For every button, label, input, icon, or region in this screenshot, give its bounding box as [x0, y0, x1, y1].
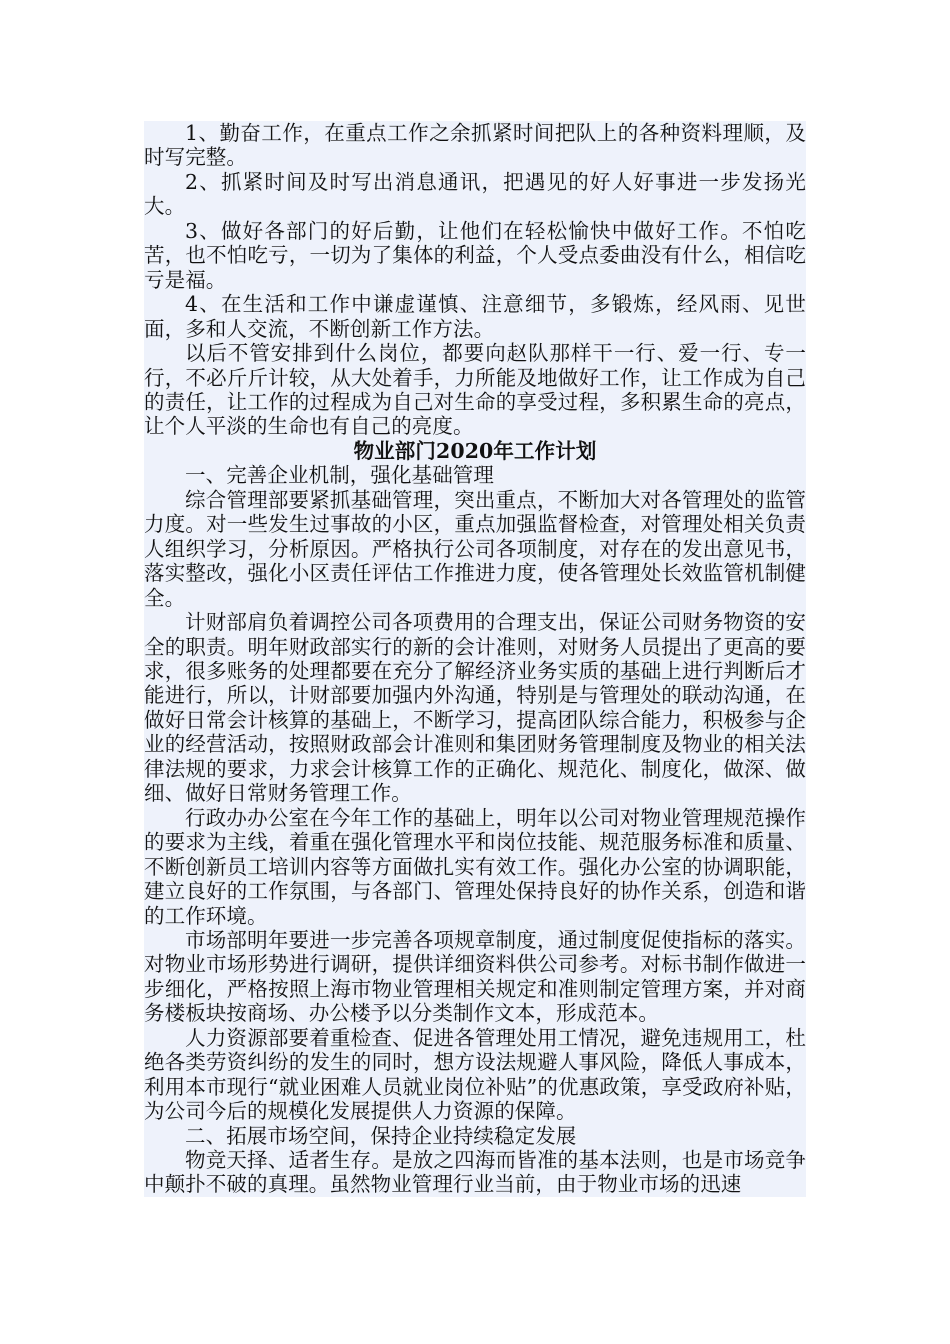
section1-paragraph-market: 市场部明年要进一步完善各项规章制度，通过制度促使指标的落实。对物业市场形势进行调研，提供详细资料供公司参考。对标书制作做进一步细化，严格按照上海市物业管理相关规定和准则制定管理方案，并对商务楼板块按商场、办公楼予以分类制作文本，形成范本。 [144, 927, 806, 1026]
section2-paragraph: 物竞天择、适者生存。是放之四海而皆准的基本法则，也是市场竞争中颠扑不破的真理。虽然物业管理行业当前，由于物业市场的迅速 [144, 1148, 806, 1197]
section1-paragraph-finance: 计财部肩负着调控公司各项费用的合理支出，保证公司财务物资的安全的职责。明年财政部实行的新的会计准则，对财务人员提出了更高的要求，很多账务的处理都要在充分了解经济业务实质的基础上进行判断后才能进行，所以，计财部要加强内外沟通，特别是与管理处的联动沟通，在做好日常会计核算的基础上，不断学习，提高团队综合能力，积极参与企业的经营活动，按照财政部会计准则和集团财务管理制度及物业的相关法律法规的要求，力求会计核算工作的正确化、规范化、制度化，做深、做细、做好日常财务管理工作。 [144, 610, 806, 806]
section1-paragraph-admin: 综合管理部要紧抓基础管理，突出重点，不断加大对各管理处的监管力度。对一些发生过事故的小区，重点加强监督检查，对管理处相关负责人组织学习，分析原因。严格执行公司各项制度，对存在的发出意见书，落实整改，强化小区责任评估工作推进力度，使各管理处长效监管机制健全。 [144, 487, 806, 610]
paragraph-item-1: 1、勤奋工作，在重点工作之余抓紧时间把队上的各种资料理顺，及时写完整。 [144, 121, 806, 170]
paragraph-item-4: 4、在生活和工作中谦虚谨慎、注意细节，多锻炼，经风雨、见世面，多和人交流，不断创新工作方法。 [144, 292, 806, 341]
section1-heading: 一、完善企业机制，强化基础管理 [185, 463, 494, 488]
paragraph-item-3: 3、做好各部门的好后勤，让他们在轻松愉快中做好工作。不怕吃苦，也不怕吃亏，一切为了集体的利益，个人受点委曲没有什么，相信吃亏是福。 [144, 218, 806, 292]
plan-title: 物业部门2020年工作计划 [353, 438, 597, 463]
paragraph-item-2: 2、抓紧时间及时写出消息通讯，把遇见的好人好事进一步发扬光大。 [144, 169, 806, 219]
paragraph-closing: 以后不管安排到什么岗位，都要向赵队那样干一行、爱一行、专一行，不必斤斤计较，从大处着手，力所能及地做好工作，让工作成为自己的责任，让工作的过程成为自己对生命的享受过程，多积累生命的亮点，让个人平淡的生命也有自己的亮度。 [144, 341, 806, 439]
section1-paragraph-hr: 人力资源部要着重检查、促进各管理处用工情况，避免违规用工，杜绝各类劳资纠纷的发生的同时，想方设法规避人事风险，降低人事成本，利用本市现行“就业困难人员就业岗位补贴”的优惠政策，享受政府补贴，为公司今后的规模化发展提供人力资源的保障。 [144, 1025, 806, 1124]
section2-heading: 二、拓展市场空间，保持企业持续稳定发展 [185, 1123, 577, 1148]
document-body [144, 121, 806, 1197]
section1-paragraph-office: 行政办办公室在今年工作的基础上，明年以公司对物业管理规范操作的要求为主线，着重在强化管理水平和岗位技能、规范服务标准和质量、不断创新员工培训内容等方面做扎实有效工作。强化办公室的协调职能，建立良好的工作氛围，与各部门、管理处保持良好的协作关系，创造和谐的工作环境。 [144, 805, 806, 928]
